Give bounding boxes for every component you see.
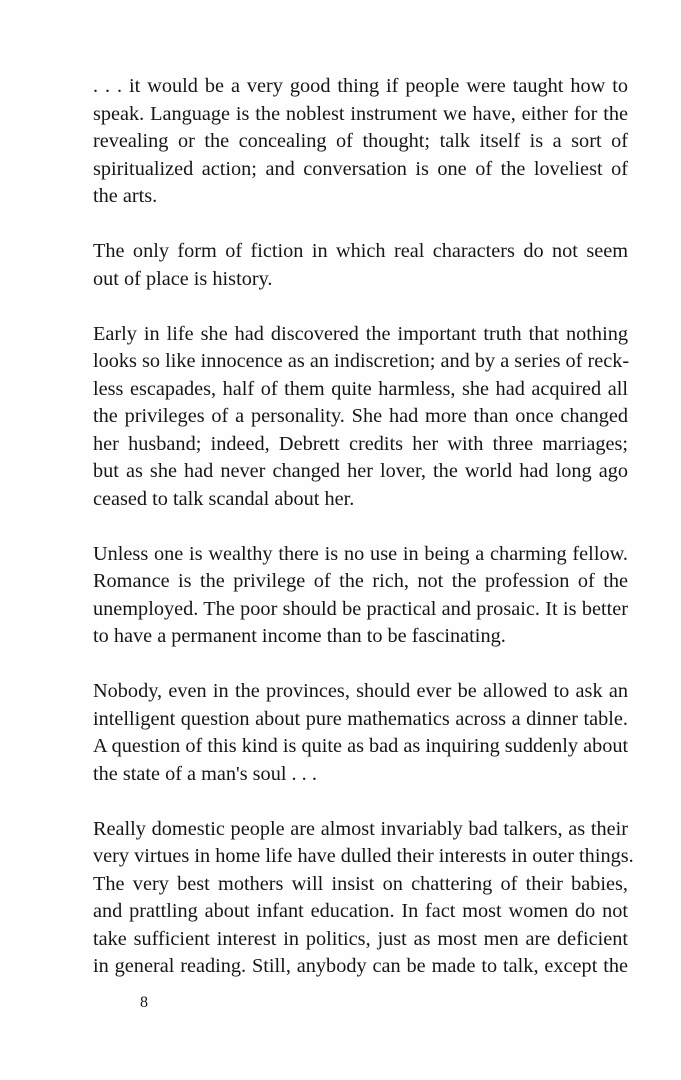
- text-line: the arts.: [93, 185, 158, 207]
- text-line: Unless one is wealthy there is no use in being a charming fellow.: [93, 542, 628, 565]
- text-line: Nobody, even in the provinces, should ever be allowed to ask an: [93, 680, 628, 702]
- text-line: speak. Language is the noblest instrument we have, either for the: [93, 102, 628, 125]
- paragraph-4: [93, 541, 628, 651]
- text-line: The only form of fiction in which real characters do not seem: [93, 240, 628, 262]
- text-line: intelligent question about pure mathematics across a dinner table.: [93, 707, 628, 730]
- text-line: in general reading. Still, anybody can be made to talk, except the: [93, 955, 628, 977]
- paragraph-1: [93, 73, 628, 211]
- text-line: very virtues in home life have dulled their interests in outer things.: [93, 845, 634, 867]
- text-line: ceased to talk scandal about her.: [93, 487, 355, 510]
- text-line: but as she had never changed her lover, the world had long ago: [93, 460, 628, 482]
- text-line: . . . it would be a very good thing if people were taught how to: [93, 75, 628, 97]
- text-line: and prattling about infant education. In fact most women do not: [93, 900, 628, 922]
- text-line: less escapades, half of them quite harmless, she had acquired all: [93, 377, 628, 400]
- text-line: spiritualized action; and conversation is one of the loveliest of: [93, 157, 628, 180]
- text-line: The very best mothers will insist on chattering of their babies,: [93, 872, 628, 895]
- text-line: Early in life she had discovered the important truth that nothing: [93, 322, 628, 345]
- text-line: her husband; indeed, Debrett credits her with three marriages;: [93, 432, 628, 455]
- text-line: unemployed. The poor should be practical and prosaic. It is better: [93, 597, 628, 620]
- text-line: A question of this kind is quite as bad as inquiring suddenly about: [93, 735, 629, 757]
- paragraph-3: [93, 321, 628, 514]
- text-line: take sufficient interest in politics, just as most men are deficient: [93, 927, 628, 950]
- text-line: out of place is history.: [93, 267, 273, 290]
- text-line: the state of a man's soul . . .: [93, 762, 317, 785]
- text-line: revealing or the concealing of thought; talk itself is a sort of: [93, 130, 628, 152]
- text-line: the privileges of a personality. She had more than once changed: [93, 405, 628, 427]
- text-line: to have a permanent income than to be fascinating.: [93, 625, 506, 647]
- paragraph-6: [93, 816, 634, 981]
- page-number: 8: [140, 994, 148, 1011]
- text-line: looks so like innocence as an indiscretion; and by a series of reck-: [93, 350, 630, 372]
- text-line: Really domestic people are almost invariably bad talkers, as their: [93, 817, 628, 840]
- text-line: Romance is the privilege of the rich, not the profession of the: [93, 570, 628, 592]
- paragraph-5: [93, 678, 628, 788]
- body-text: [93, 73, 634, 981]
- paragraph-2: [93, 238, 628, 293]
